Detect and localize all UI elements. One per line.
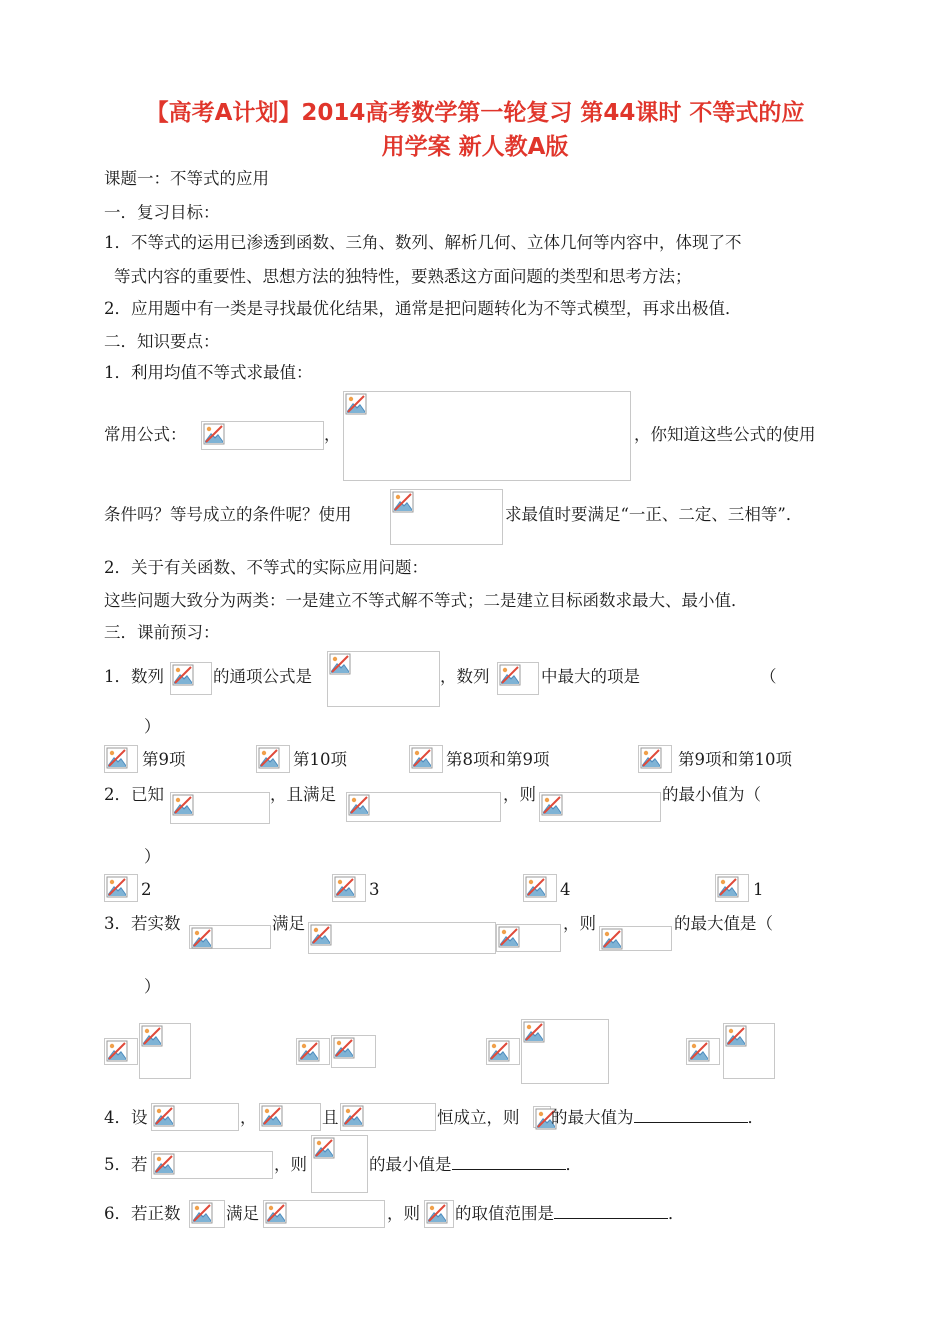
problem-6-text: 满足 (226, 1204, 259, 1223)
broken-image-icon (688, 1040, 710, 1062)
knowledge-2a: 这些问题大致分为两类：一是建立不等式解不等式；二是建立目标函数求最大、最小值． (104, 591, 748, 610)
broken-image-icon (106, 1040, 128, 1062)
problem-2-text: ，且满足 (270, 785, 336, 804)
broken-image-icon (329, 653, 351, 675)
broken-image-icon (106, 747, 128, 769)
problem-4-tail: 的最大值为 (551, 1108, 634, 1127)
broken-image-icon (334, 876, 356, 898)
formula-image (496, 924, 561, 952)
formula-image (343, 391, 631, 481)
broken-image-icon (640, 747, 662, 769)
problem-1-text: 的通项公式是 (213, 667, 312, 686)
broken-image-icon (498, 926, 520, 948)
formula-image (599, 926, 672, 951)
broken-image-icon (106, 876, 128, 898)
option-c: 4 (560, 880, 571, 899)
problem-3-text: ，则 (563, 914, 596, 933)
broken-image-icon (258, 747, 280, 769)
broken-image-icon (725, 1025, 747, 1047)
option-image (686, 1038, 720, 1065)
problem-3-text: 3．若实数 (104, 914, 181, 933)
formula-image (424, 1200, 454, 1228)
broken-image-icon (172, 794, 194, 816)
option-image (296, 1038, 330, 1065)
problem-5-text (369, 1154, 582, 1176)
option-image (523, 874, 557, 902)
problem-1-text: 中最大的项是 (541, 667, 640, 686)
formula-image (151, 1151, 273, 1179)
broken-image-icon (426, 1202, 448, 1224)
broken-image-icon (298, 1040, 320, 1062)
problem-3-text: 的最大值是（ (674, 914, 773, 933)
knowledge-1: 1．利用均值不等式求最值： (104, 363, 313, 382)
broken-image-icon (191, 1202, 213, 1224)
problem-6-text: 6．若正数 (104, 1204, 181, 1223)
problem-6-text (455, 1203, 685, 1225)
option-image (104, 1038, 138, 1065)
problem-2-text: ，则 (503, 785, 536, 804)
broken-image-icon (488, 1040, 510, 1062)
goal-2: 2．应用题中有一类是寻找最优化结果，通常是把问题转化为不等式模型，再求出极值． (104, 299, 742, 318)
broken-image-icon (717, 876, 739, 898)
formula-image (497, 662, 539, 695)
option-image (638, 745, 672, 773)
broken-image-icon (348, 794, 370, 816)
formula-image (151, 1103, 239, 1131)
broken-image-icon (525, 876, 547, 898)
common-formula-label: 常用公式： (104, 425, 187, 444)
problem-4-text: 4．设 (104, 1108, 148, 1127)
broken-image-icon (345, 393, 367, 415)
option-c: 第8项和第9项 (446, 750, 550, 769)
formula-image (327, 651, 440, 707)
period: ． (747, 1108, 764, 1127)
paren-close: ） (144, 717, 161, 736)
problem-6-tail: 的取值范围是 (455, 1204, 554, 1223)
formula-image (308, 922, 496, 954)
period: ． (565, 1155, 582, 1174)
knowledge-1-text: ，你知道这些公式的使用 (634, 425, 816, 444)
answer-blank[interactable] (452, 1169, 566, 1170)
broken-image-icon (153, 1153, 175, 1175)
option-image (331, 1035, 376, 1068)
answer-blank[interactable] (634, 1122, 748, 1123)
problem-6-text: ，则 (387, 1204, 420, 1223)
broken-image-icon (333, 1037, 355, 1059)
broken-image-icon (191, 927, 213, 949)
paren-open: （ (760, 667, 777, 686)
problem-4-text: 且 (322, 1108, 339, 1127)
section-heading-1: 一．复习目标： (104, 203, 220, 222)
goal-1b: 等式内容的重要性、思想方法的独特性，要熟悉这方面问题的类型和思考方法； (114, 267, 692, 286)
problem-2-text: 2．已知 (104, 785, 164, 804)
doc-title-line1: 【高考A计划】2014高考数学第一轮复习 第44课时 不等式的应 (145, 100, 805, 126)
formula-image (170, 792, 270, 824)
problem-5-tail: 的最小值是 (369, 1155, 452, 1174)
broken-image-icon (541, 794, 563, 816)
topic-heading: 课题一：不等式的应用 (104, 169, 269, 188)
broken-image-icon (392, 491, 414, 513)
option-a: 第9项 (142, 750, 186, 769)
broken-image-icon (153, 1105, 175, 1127)
formula-image (539, 792, 661, 822)
formula-image (340, 1103, 436, 1131)
problem-5-text: ，则 (274, 1155, 307, 1174)
option-image (139, 1023, 191, 1079)
formula-image (390, 489, 503, 545)
option-image (104, 745, 138, 773)
section-heading-2: 二．知识要点： (104, 332, 220, 351)
paren-close: ） (144, 977, 161, 996)
option-b: 第10项 (293, 750, 347, 769)
option-a: 2 (141, 880, 152, 899)
problem-4-text: ， (240, 1108, 257, 1127)
formula-image (201, 421, 324, 450)
broken-image-icon (310, 924, 332, 946)
formula-image (346, 792, 501, 822)
section-heading-3: 三．课前预习： (104, 623, 220, 642)
broken-image-icon (172, 664, 194, 686)
problem-5-text: 5．若 (104, 1155, 148, 1174)
period: ． (668, 1204, 685, 1223)
broken-image-icon (601, 928, 623, 950)
option-image (104, 874, 138, 902)
problem-3-text: 满足 (272, 914, 305, 933)
broken-image-icon (411, 747, 433, 769)
goal-1a: 1．不等式的运用已渗透到函数、三角、数列、解析几何、立体几何等内容中，体现了不 (104, 233, 742, 252)
broken-image-icon (342, 1105, 364, 1127)
formula-image (259, 1103, 321, 1131)
formula-image (189, 1200, 225, 1228)
broken-image-icon (141, 1025, 163, 1047)
problem-4-text (551, 1107, 764, 1129)
broken-image-icon (265, 1202, 287, 1224)
formula-image (533, 1106, 551, 1128)
formula-image (170, 662, 212, 695)
option-d: 第9项和第10项 (678, 750, 792, 769)
problem-4-text: 恒成立，则 (437, 1108, 520, 1127)
option-image (715, 874, 749, 902)
doc-title-line2: 用学案 新人教A版 (381, 134, 569, 160)
option-b: 3 (369, 880, 380, 899)
option-image (486, 1038, 520, 1065)
problem-1-text: ，数列 (440, 667, 490, 686)
problem-2-text: 的最小值为（ (662, 785, 761, 804)
paren-close: ） (144, 847, 161, 866)
broken-image-icon (523, 1021, 545, 1043)
knowledge-1-text: 求最值时要满足“一正、二定、三相等”． (505, 505, 803, 524)
formula-image (189, 925, 271, 949)
formula-image (311, 1135, 368, 1193)
broken-image-icon (203, 423, 225, 445)
answer-blank[interactable] (554, 1218, 668, 1219)
option-d: 1 (753, 880, 764, 899)
option-image (409, 745, 443, 773)
formula-image (263, 1200, 385, 1228)
broken-image-icon (499, 664, 521, 686)
option-image (521, 1019, 609, 1084)
option-image (723, 1023, 775, 1079)
option-image (256, 745, 290, 773)
knowledge-2: 2．关于有关函数、不等式的实际应用问题： (104, 558, 428, 577)
comma: ， (324, 425, 341, 444)
broken-image-icon (313, 1137, 335, 1159)
option-image (332, 874, 366, 902)
problem-1-text: 1．数列 (104, 667, 164, 686)
knowledge-1-text: 条件吗？等号成立的条件呢？使用 (104, 505, 352, 524)
broken-image-icon (261, 1105, 283, 1127)
